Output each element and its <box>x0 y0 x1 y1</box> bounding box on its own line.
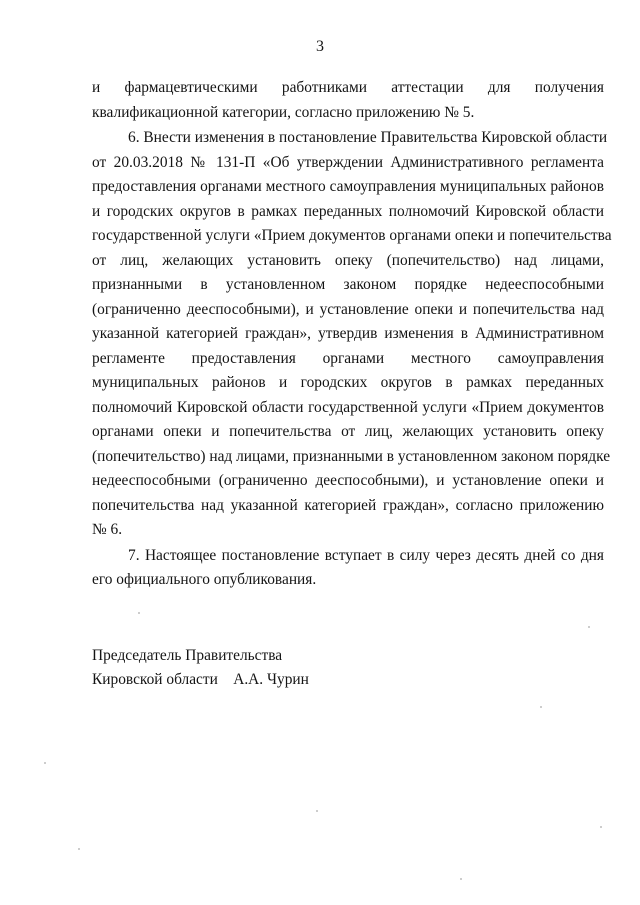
text-line: попечительства над указанной категорией граждан», согласно приложению <box>92 496 604 514</box>
text-line: 7. Настоящее постановление вступает в силу через десять дней со дня <box>128 546 604 564</box>
signature-block <box>92 644 309 692</box>
text-line: (попечительство) над лицами, признанными в установленном законом порядке <box>92 447 611 465</box>
scan-speck <box>78 848 80 850</box>
scan-speck <box>316 810 318 812</box>
scan-speck <box>588 626 590 628</box>
document-body <box>92 76 612 593</box>
paragraph-6 <box>92 126 612 543</box>
signatory-line <box>92 668 309 692</box>
scan-speck <box>540 706 542 708</box>
text-line: от лиц, желающих установить опеку (попечительство) над лицами, <box>92 251 604 269</box>
scan-speck <box>460 878 462 880</box>
text-line: указанной категорией граждан», утвердив изменения в Административном <box>92 325 604 342</box>
signatory-organization: Кировской области <box>92 671 218 688</box>
paragraph-7 <box>92 544 604 593</box>
page-number: 3 <box>316 38 324 55</box>
text-line: полномочий Кировской области государственной услуги «Прием документов <box>92 398 604 416</box>
text-line: и городских округов в рамках переданных полномочий Кировской области <box>92 202 604 220</box>
scan-speck <box>600 826 602 828</box>
text-line: № 6. <box>92 521 123 538</box>
text-line: признанными в установленном законом порядке недееспособными <box>92 276 604 293</box>
text-line: предоставления органами местного самоуправления муниципальных районов <box>92 178 604 195</box>
paragraph-5-tail <box>92 76 604 125</box>
text-line: квалификационной категории, согласно приложению № 5. <box>92 103 475 121</box>
text-line: его официального опубликования. <box>92 571 317 588</box>
text-line: 6. Внести изменения в постановление Правительства Кировской области <box>128 129 608 146</box>
scan-speck <box>138 612 140 614</box>
text-line: органами опеки и попечительства от лиц, желающих установить опеку <box>92 423 604 440</box>
scan-speck <box>44 762 46 764</box>
text-line: недееспособными (ограниченно дееспособными), и установление опеки и <box>92 472 604 489</box>
signatory-title: Председатель Правительства <box>92 647 283 664</box>
text-line: государственной услуги «Прием документов органами опеки и попечительства <box>92 227 612 244</box>
text-line: и фармацевтическими работниками аттестации для получения <box>92 79 604 96</box>
text-line: муниципальных районов и городских округов в рамках переданных <box>92 374 604 391</box>
text-line: регламенте предоставления органами местного самоуправления <box>92 349 604 367</box>
text-line: от 20.03.2018 № 131-П «Об утверждении Административного регламента <box>92 153 604 171</box>
text-line: (ограниченно дееспособными), и установление опеки и попечительства над <box>92 300 604 318</box>
signatory-name: А.А. Чурин <box>233 671 309 688</box>
